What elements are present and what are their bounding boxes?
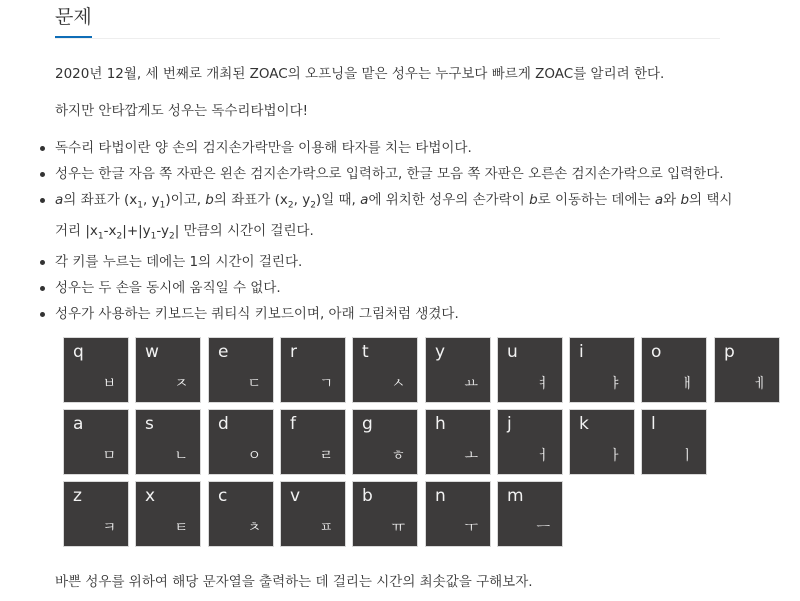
keyboard-diagram bbox=[63, 337, 783, 549]
key-hangul-label: ㄷ bbox=[247, 376, 261, 392]
text-fragment: 의 좌표가 (x bbox=[63, 192, 138, 208]
list-item: 성우는 한글 자음 쪽 자판은 왼손 검지손가락으로 입력하고, 한글 모음 쪽 자판은 오른손 검지손가락으로 입력한다. bbox=[40, 161, 732, 187]
key-hangul-label: ㅊ bbox=[247, 520, 261, 536]
list-item: 성우가 사용하는 키보드는 쿼티식 키보드이며, 아래 그림처럼 생겼다. bbox=[40, 301, 732, 327]
key-latin-label: w bbox=[145, 342, 159, 362]
var-a: a bbox=[55, 192, 64, 208]
key-latin-label: c bbox=[218, 486, 228, 506]
key-latin-label: z bbox=[73, 486, 82, 506]
key-m bbox=[497, 481, 563, 547]
section-header bbox=[55, 0, 720, 39]
subscript: 2 bbox=[310, 200, 316, 211]
key-latin-label: d bbox=[218, 414, 229, 434]
var-b: b bbox=[680, 192, 690, 208]
key-hangul-label: ㅁ bbox=[102, 448, 116, 464]
text-fragment: -x bbox=[103, 222, 117, 239]
key-latin-label: o bbox=[651, 342, 662, 362]
key-hangul-label: ㅕ bbox=[536, 376, 550, 392]
subscript: 1 bbox=[137, 200, 144, 211]
key-h bbox=[425, 409, 491, 475]
subscript: 2 bbox=[169, 231, 175, 242]
key-hangul-label: ㅂ bbox=[102, 376, 116, 392]
subscript: 1 bbox=[97, 231, 104, 242]
key-hangul-label: ㅌ bbox=[174, 520, 188, 536]
key-latin-label: h bbox=[435, 414, 446, 434]
key-z bbox=[63, 481, 129, 547]
text-fragment: 거리 |x bbox=[55, 222, 98, 239]
subscript: 1 bbox=[150, 231, 157, 242]
text-fragment: 와 bbox=[663, 192, 681, 208]
key-n bbox=[425, 481, 491, 547]
key-hangul-label: ㅎ bbox=[391, 448, 405, 464]
key-latin-label: m bbox=[507, 486, 524, 506]
text-fragment: 로 이동하는 데에는 bbox=[537, 192, 655, 208]
key-hangul-label: ㅋ bbox=[102, 520, 116, 536]
key-hangul-label: ㅣ bbox=[680, 448, 694, 464]
text-fragment: , y bbox=[293, 192, 311, 208]
key-latin-label: j bbox=[507, 414, 512, 434]
key-hangul-label: ㅜ bbox=[464, 520, 478, 536]
key-latin-label: s bbox=[145, 414, 154, 434]
key-a bbox=[63, 409, 129, 475]
section-title: 문제 bbox=[55, 4, 92, 38]
key-x bbox=[135, 481, 201, 547]
key-hangul-label: ㅔ bbox=[753, 376, 767, 392]
key-hangul-label: ㄱ bbox=[319, 376, 333, 392]
key-g bbox=[352, 409, 418, 475]
key-hangul-label: ㅗ bbox=[464, 448, 478, 464]
key-hangul-label: ㅐ bbox=[680, 376, 694, 392]
key-latin-label: a bbox=[73, 414, 84, 434]
key-latin-label: g bbox=[362, 414, 373, 434]
text-fragment: 의 택시 bbox=[689, 192, 733, 208]
key-u bbox=[497, 337, 563, 403]
key-hangul-label: ㅠ bbox=[391, 520, 405, 536]
list-item-distance bbox=[40, 187, 732, 249]
key-hangul-label: ㅑ bbox=[608, 376, 622, 392]
key-c bbox=[208, 481, 274, 547]
key-i bbox=[569, 337, 635, 403]
list-item: 독수리 타법이란 양 손의 검지손가락만을 이용해 타자를 치는 타법이다. bbox=[40, 135, 732, 161]
key-latin-label: v bbox=[290, 486, 301, 506]
key-latin-label: y bbox=[435, 342, 446, 362]
list-item: 성우는 두 손을 동시에 움직일 수 없다. bbox=[40, 275, 732, 301]
key-latin-label: n bbox=[435, 486, 446, 506]
key-hangul-label: ㅈ bbox=[174, 376, 188, 392]
key-r bbox=[280, 337, 346, 403]
key-hangul-label: ㅛ bbox=[464, 376, 478, 392]
key-latin-label: t bbox=[362, 342, 369, 362]
key-v bbox=[280, 481, 346, 547]
var-a: a bbox=[654, 192, 664, 208]
key-f bbox=[280, 409, 346, 475]
key-b bbox=[352, 481, 418, 547]
var-b: b bbox=[529, 192, 538, 208]
key-k bbox=[569, 409, 635, 475]
text-fragment: )일 때, bbox=[315, 192, 361, 208]
key-j bbox=[497, 409, 563, 475]
text-fragment: 에 위치한 성우의 손가락이 bbox=[368, 192, 530, 208]
key-latin-label: l bbox=[651, 414, 656, 434]
key-latin-label: b bbox=[362, 486, 373, 506]
eagle-typing-paragraph: 하지만 안타깝게도 성우는 독수리타법이다! bbox=[55, 103, 309, 119]
key-hangul-label: ㅡ bbox=[536, 520, 550, 536]
question-paragraph: 바쁜 성우를 위하여 해당 문자열을 출력하는 데 걸리는 시간의 최솟값을 구해보자. bbox=[55, 574, 533, 590]
key-latin-label: k bbox=[579, 414, 589, 434]
key-o bbox=[641, 337, 707, 403]
key-s bbox=[135, 409, 201, 475]
distance-formula-line bbox=[55, 219, 732, 250]
key-hangul-label: ㅓ bbox=[536, 448, 550, 464]
text-fragment: | 만큼의 시간이 걸린다. bbox=[174, 222, 314, 239]
key-latin-label: q bbox=[73, 342, 84, 362]
text-fragment: -y bbox=[156, 222, 170, 239]
subscript: 2 bbox=[287, 200, 294, 211]
text-fragment: , y bbox=[143, 192, 160, 208]
key-latin-label: x bbox=[145, 486, 156, 506]
rules-list bbox=[40, 135, 732, 327]
text-fragment: )이고, bbox=[165, 192, 206, 208]
key-hangul-label: ㄴ bbox=[174, 448, 188, 464]
key-d bbox=[208, 409, 274, 475]
var-a: a bbox=[360, 192, 369, 208]
intro-paragraph: 2020년 12월, 세 번째로 개최된 ZOAC의 오프닝을 맡은 성우는 누구보다 빠르게 ZOAC를 알리려 한다. bbox=[55, 66, 665, 82]
key-y bbox=[425, 337, 491, 403]
key-q bbox=[63, 337, 129, 403]
key-hangul-label: ㅇ bbox=[247, 448, 261, 464]
key-latin-label: f bbox=[290, 414, 296, 434]
key-e bbox=[208, 337, 274, 403]
key-p bbox=[714, 337, 780, 403]
key-hangul-label: ㄹ bbox=[319, 448, 333, 464]
key-l bbox=[641, 409, 707, 475]
key-hangul-label: ㅏ bbox=[608, 448, 622, 464]
key-latin-label: i bbox=[579, 342, 584, 362]
text-fragment: |+|y bbox=[122, 222, 151, 239]
key-latin-label: u bbox=[507, 342, 518, 362]
key-latin-label: e bbox=[218, 342, 229, 362]
key-t bbox=[352, 337, 418, 403]
key-hangul-label: ㅍ bbox=[319, 520, 333, 536]
var-b: b bbox=[205, 192, 214, 208]
text-fragment: 의 좌표가 (x bbox=[213, 192, 288, 208]
subscript: 1 bbox=[159, 200, 166, 211]
list-item: 각 키를 누르는 데에는 1의 시간이 걸린다. bbox=[40, 249, 732, 275]
subscript: 2 bbox=[116, 231, 123, 242]
key-hangul-label: ㅅ bbox=[391, 376, 405, 392]
key-w bbox=[135, 337, 201, 403]
key-latin-label: r bbox=[290, 342, 297, 362]
key-latin-label: p bbox=[724, 342, 735, 362]
